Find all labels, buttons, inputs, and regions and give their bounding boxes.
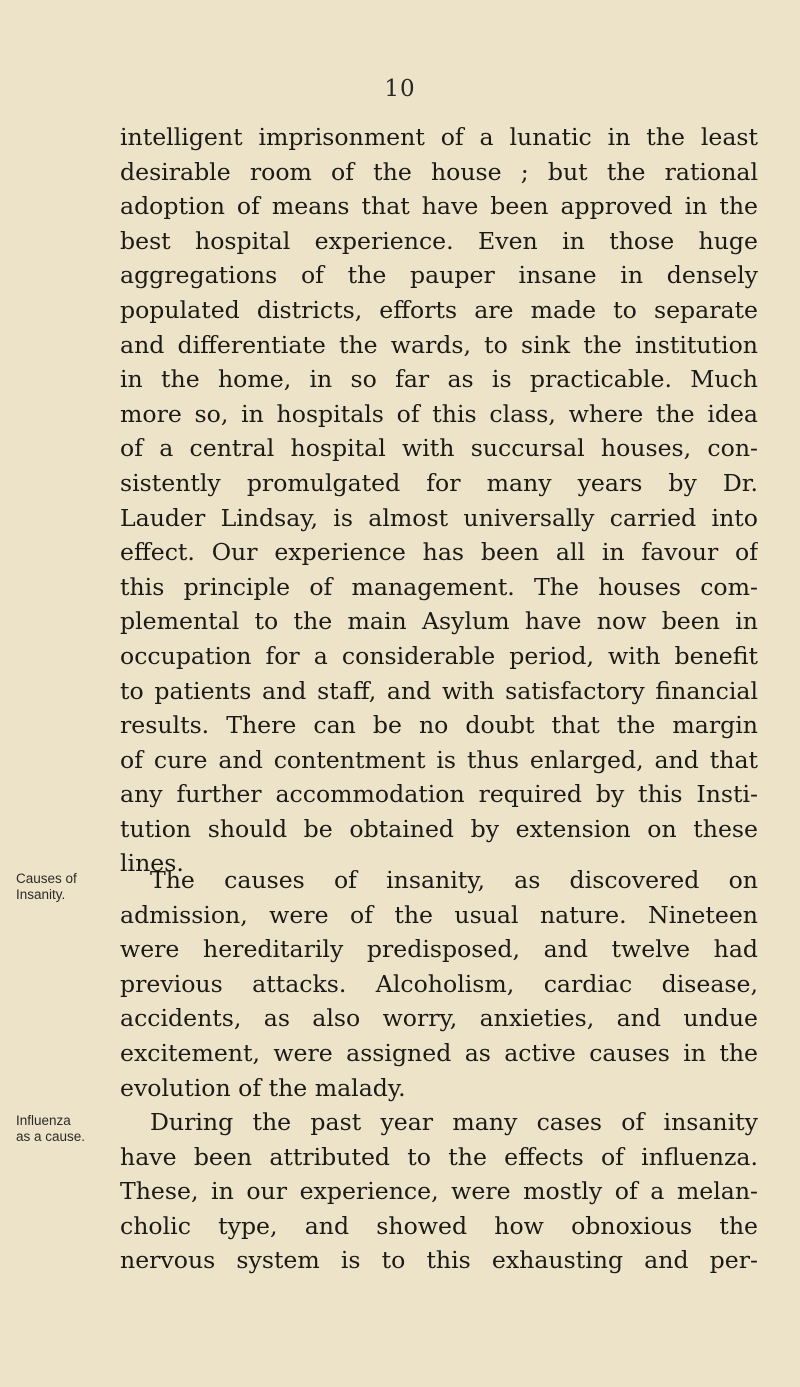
text-line: tution should be obtained by extension on these [120, 814, 758, 843]
sidenote-line: as a cause. [16, 1129, 86, 1144]
text-line: During the past year many cases of insanity [150, 1108, 758, 1136]
text-line: more so, in hospitals of this class, where the idea [120, 399, 758, 428]
text-line: this principle of management. The houses com- [120, 572, 758, 601]
text-line: results. There can be no doubt that the margin [120, 711, 758, 740]
text-line: populated districts, efforts are made to separate [120, 295, 758, 324]
text-line: intelligent imprisonment of a lunatic in the least [120, 123, 758, 151]
sidenote-line: Causes of [16, 871, 77, 886]
text-line: accidents, as also worry, anxieties, and undue [120, 1004, 758, 1033]
text-line: to patients and staff, and with satisfactory financial [120, 676, 758, 705]
sidenote-line: Influenza [16, 1113, 71, 1128]
text-line: cholic type, and showed how obnoxious the [120, 1211, 758, 1240]
text-line: admission, were of the usual nature. Nineteen [120, 900, 758, 929]
paragraph-influenza [120, 1105, 758, 1278]
text-line: best hospital experience. Even in those huge [120, 226, 758, 255]
text-line: were hereditarily predisposed, and twelve had [120, 935, 758, 964]
text-line: previous attacks. Alcoholism, cardiac disease, [120, 969, 758, 998]
text-line: aggregations of the pauper insane in densely [120, 261, 758, 290]
paragraph-asylum-management [120, 120, 758, 881]
text-line: of cure and contentment is thus enlarged, and that [120, 745, 758, 774]
text-line: adoption of means that have been approved in the [120, 192, 758, 221]
text-line: The causes of insanity, as discovered on [150, 866, 758, 894]
text-line: nervous system is to this exhausting and per- [120, 1246, 758, 1275]
sidenote-influenza [16, 1113, 116, 1145]
text-line: These, in our experience, were mostly of a melan- [120, 1177, 758, 1206]
text-line: evolution of the malady. [120, 1073, 406, 1102]
sidenote-causes-of-insanity [16, 871, 116, 903]
text-line: in the home, in so far as is practicable. Much [120, 365, 758, 394]
text-line: lines. [120, 849, 184, 878]
paragraph-causes-of-insanity [120, 863, 758, 1105]
text-line: occupation for a considerable period, with benefit [120, 641, 758, 670]
text-line: excitement, were assigned as active causes in the [120, 1038, 758, 1067]
text-line: desirable room of the house ; but the rational [120, 157, 758, 186]
text-line: Lauder Lindsay, is almost universally carried into [120, 503, 758, 532]
text-line: any further accommodation required by this Insti- [120, 780, 758, 809]
sidenote-line: Insanity. [16, 887, 66, 902]
text-line: and differentiate the wards, to sink the institution [120, 330, 758, 359]
page-number: 10 [384, 76, 416, 102]
text-line: have been attributed to the effects of influenza. [120, 1142, 758, 1171]
text-line: effect. Our experience has been all in favour of [120, 538, 758, 567]
text-line: sistently promulgated for many years by Dr. [120, 468, 758, 497]
text-line: plemental to the main Asylum have now been in [120, 607, 758, 636]
text-line: of a central hospital with succursal houses, con- [120, 434, 758, 463]
